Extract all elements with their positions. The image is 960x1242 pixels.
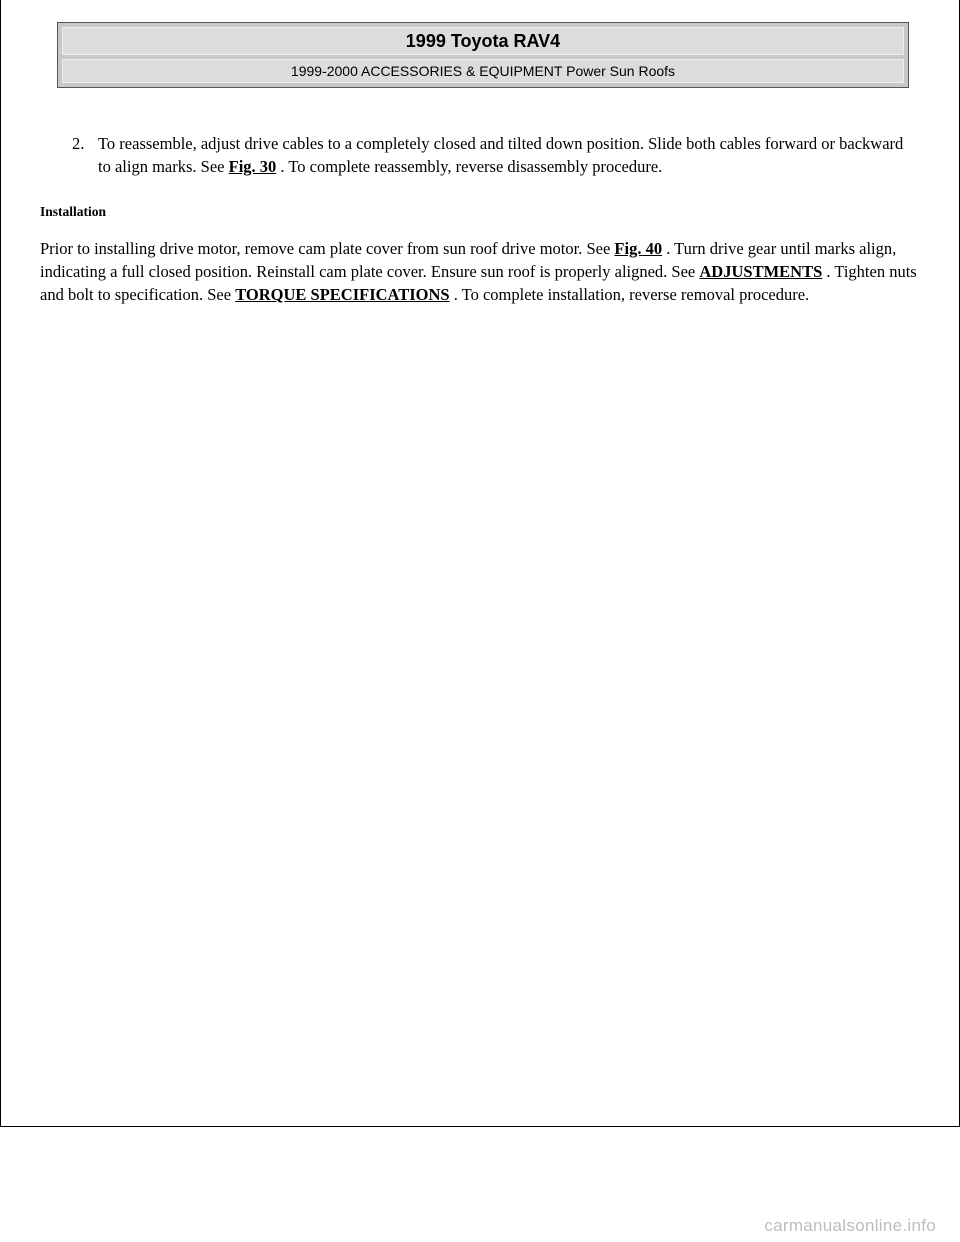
step-text-after: . To complete reassembly, reverse disassembly procedure. bbox=[276, 157, 663, 176]
figure-40-link[interactable]: Fig. 40 bbox=[614, 239, 663, 258]
document-header bbox=[57, 22, 909, 88]
installation-text-3: . Tighten nuts and bolt to specification. See bbox=[40, 262, 917, 304]
torque-specifications-link[interactable]: TORQUE SPECIFICATIONS bbox=[235, 285, 450, 304]
installation-text-1: Prior to installing drive motor, remove cam plate cover from sun roof drive motor. See bbox=[40, 239, 615, 258]
document-title: 1999 Toyota RAV4 bbox=[62, 27, 904, 55]
installation-text-4: . To complete installation, reverse removal procedure. bbox=[449, 285, 810, 304]
document-subtitle: 1999-2000 ACCESSORIES & EQUIPMENT Power Sun Roofs bbox=[62, 59, 904, 83]
step-number: 2. bbox=[72, 134, 85, 153]
figure-30-link[interactable]: Fig. 30 bbox=[228, 157, 277, 176]
step-text-before: To reassemble, adjust drive cables to a completely closed and tilted down position. Slide both cables forward or backward to align marks. See bbox=[98, 134, 904, 176]
installation-paragraph bbox=[40, 237, 920, 306]
site-watermark: carmanualsonline.info bbox=[764, 1216, 936, 1235]
document-body bbox=[40, 132, 920, 306]
installation-text-2: . Turn drive gear until marks align, indicating a full closed position. Reinstall cam plate cover. Ensure sun roof is properly aligned. See bbox=[40, 239, 897, 281]
installation-heading: Installation bbox=[40, 204, 107, 219]
step-text bbox=[98, 132, 920, 178]
adjustments-link[interactable]: ADJUSTMENTS bbox=[699, 262, 823, 281]
procedure-step bbox=[72, 132, 920, 178]
